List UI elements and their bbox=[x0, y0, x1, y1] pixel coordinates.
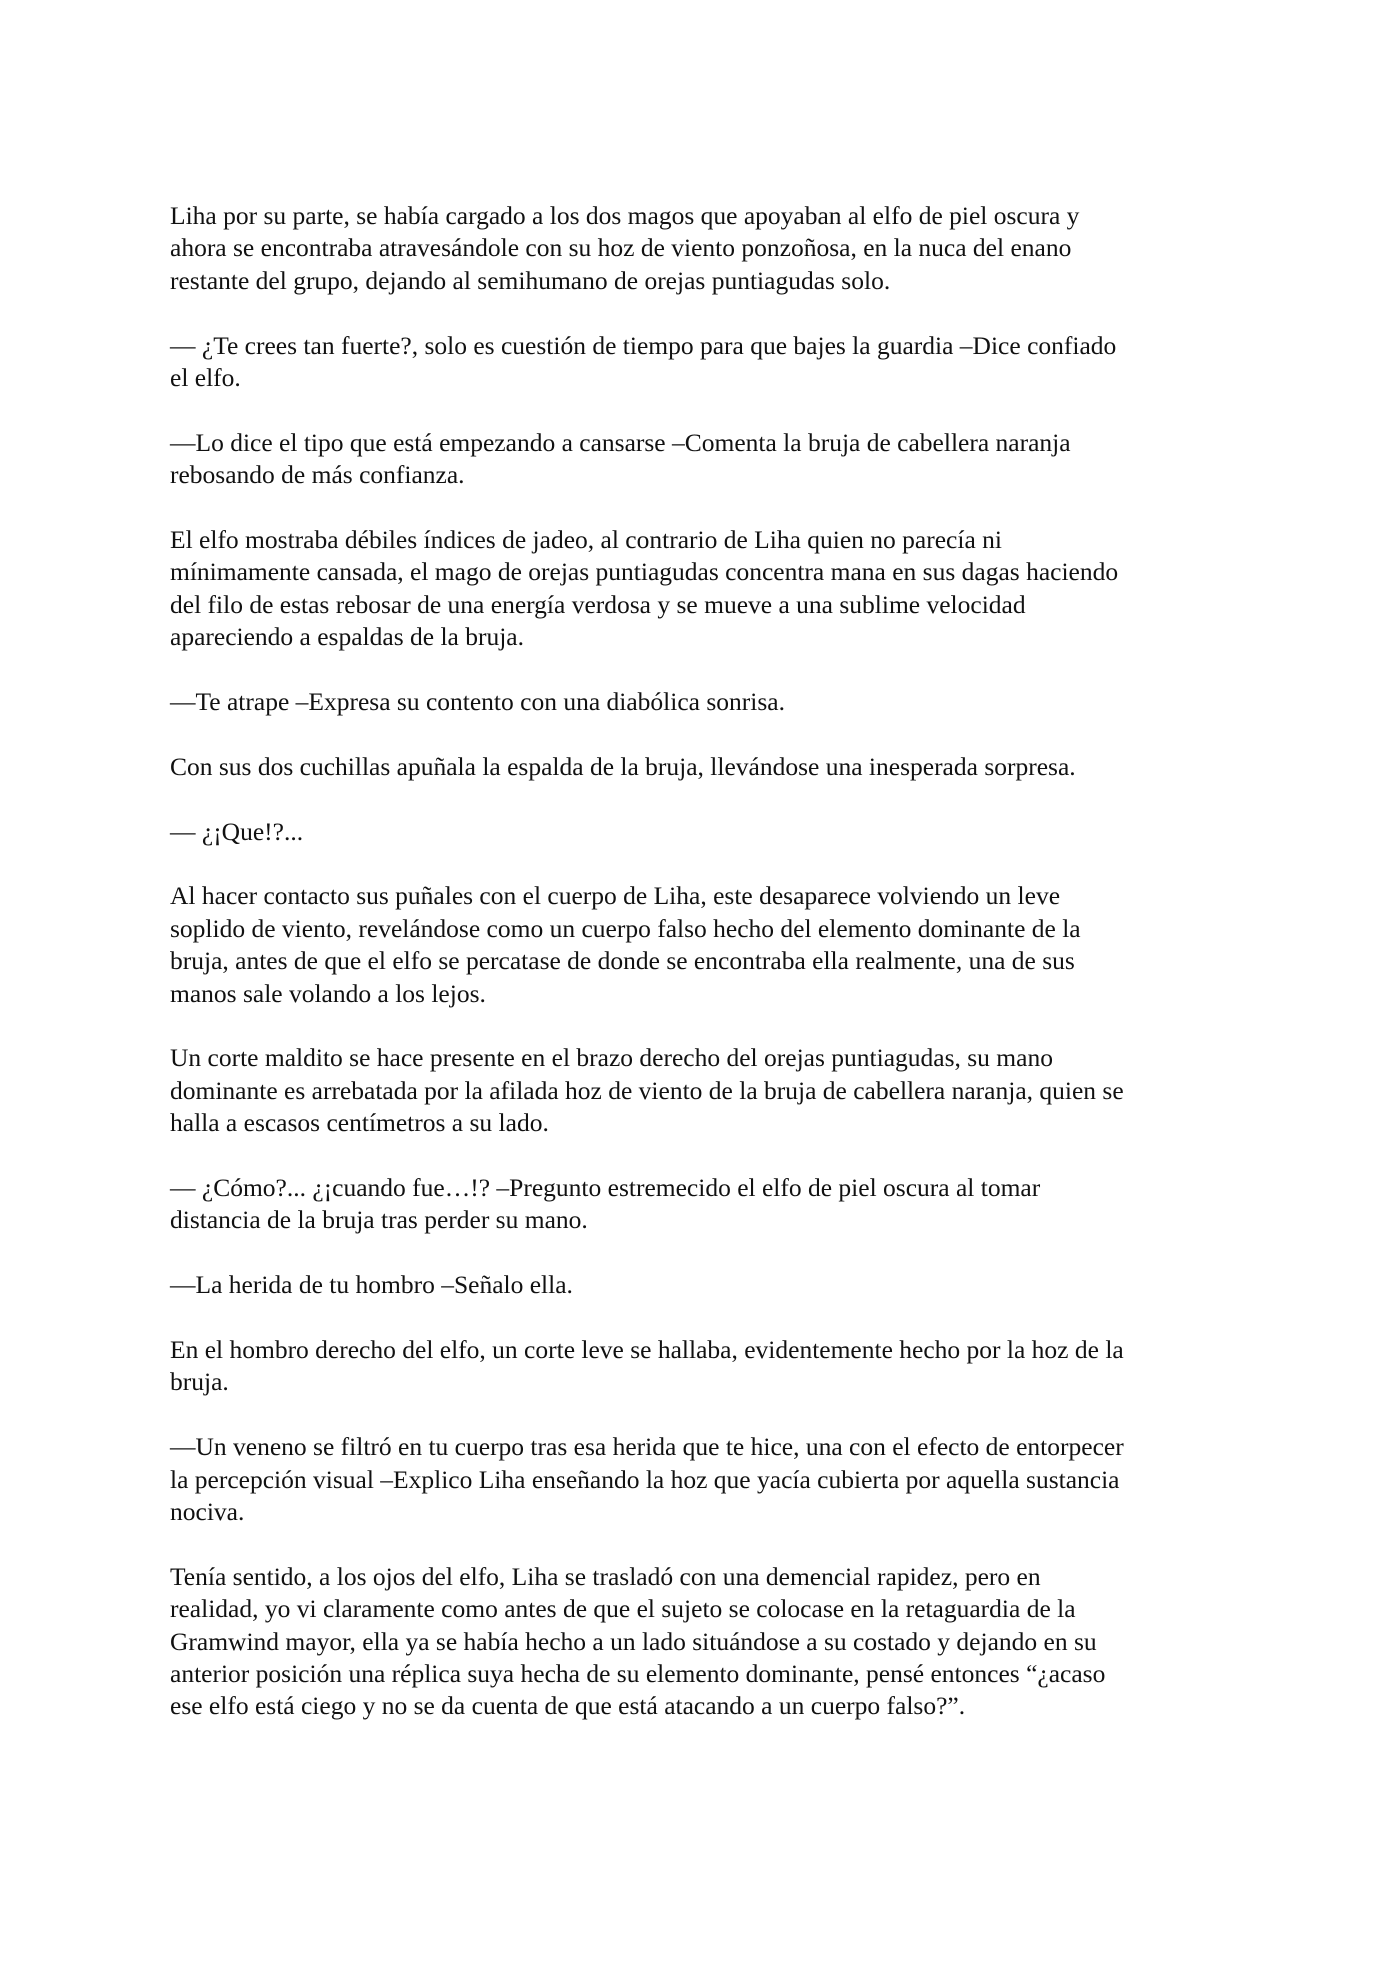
paragraph-7: — ¿¡Que!?... bbox=[170, 816, 304, 846]
paragraph-3: —Lo dice el tipo que está empezando a cansarse –Comenta la bruja de cabellera naranja rebosando de más confianza. bbox=[170, 427, 1071, 490]
paragraph-13: —Un veneno se filtró en tu cuerpo tras esa herida que te hice, una con el efecto de entorpecer la percepción visual –Explico Liha enseñando la hoz que yacía cubierta por aquella sustancia nociva. bbox=[170, 1432, 1124, 1527]
paragraph-6: Con sus dos cuchillas apuñala la espalda de la bruja, llevándose una inesperada sorpresa. bbox=[170, 751, 1076, 781]
paragraph-11: —La herida de tu hombro –Señalo ella. bbox=[170, 1270, 573, 1300]
paragraph-5: —Te atrape –Expresa su contento con una diabólica sonrisa. bbox=[170, 687, 785, 717]
paragraph-9: Un corte maldito se hace presente en el brazo derecho del orejas puntiagudas, su mano dominante es arrebatada por la afilada hoz de viento de la bruja de cabellera naranja, quien se halla a escasos centímetros a su lado. bbox=[170, 1043, 1124, 1138]
body-text bbox=[170, 200, 1250, 1755]
paragraph-10: — ¿Cómo?... ¿¡cuando fue…!? –Pregunto estremecido el elfo de piel oscura al tomar distancia de la bruja tras perder su mano. bbox=[170, 1173, 1041, 1235]
paragraph-12: En el hombro derecho del elfo, un corte leve se hallaba, evidentemente hecho por la hoz de la bruja. bbox=[170, 1335, 1124, 1397]
paragraph-14: Tenía sentido, a los ojos del elfo, Liha se trasladó con una demencial rapidez, pero en realidad, yo vi claramente como antes de que el sujeto se colocase en la retaguardia de la Gramwind mayor, ella ya se había hecho a un lado situándose a su costado y dejando en su anterior posición una réplica suya hecha de su elemento dominante, pensé entonces “¿acaso ese elfo está ciego y no se da cuenta de que está atacando a un cuerpo falso?”. bbox=[170, 1561, 1106, 1721]
paragraph-4: El elfo mostraba débiles índices de jadeo, al contrario de Liha quien no parecía ni mínimamente cansada, el mago de orejas puntiagudas concentra mana en sus dagas haciendo del filo de estas rebosar de una energía verdosa y se mueve a una sublime velocidad apareciendo a espaldas de la bruja. bbox=[170, 525, 1119, 652]
paragraph-1: Liha por su parte, se había cargado a los dos magos que apoyaban al elfo de piel oscura y ahora se encontraba atravesándole con su hoz de viento ponzoñosa, en la nuca del enano restante del grupo, dejando al semihumano de orejas puntiagudas solo. bbox=[170, 201, 1080, 295]
paragraph-2: — ¿Te crees tan fuerte?, solo es cuestión de tiempo para que bajes la guardia –Dice confiado el elfo. bbox=[170, 330, 1117, 393]
paragraph-8: Al hacer contacto sus puñales con el cuerpo de Liha, este desaparece volviendo un leve soplido de viento, revelándose como un cuerpo falso hecho del elemento dominante de la bruja, antes de que el elfo se percatase de donde se encontraba ella realmente, una de sus manos sale volando a los lejos. bbox=[170, 881, 1081, 1008]
